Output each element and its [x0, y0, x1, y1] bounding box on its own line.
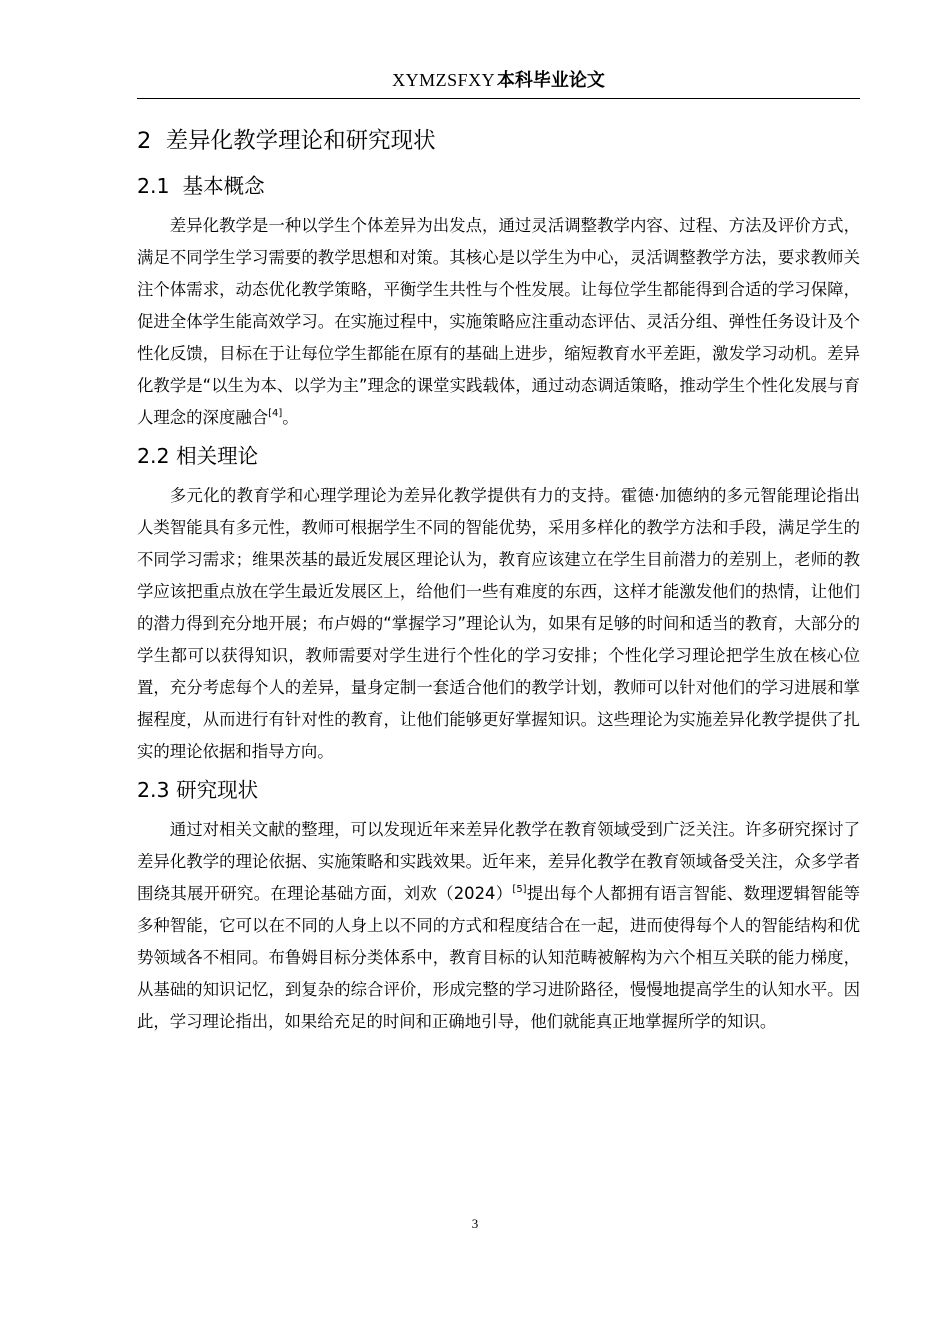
section-heading-research-status — [137, 768, 860, 812]
chapter-title: 差异化教学理论和研究现状 — [165, 128, 436, 154]
paragraph-text: 差异化教学是一种以学生个体差异为出发点，通过灵活调整教学内容、过程、方法及评价方式，满足不同学生学习需要的教学思想和对策。其核心是以学生为中心，灵活调整教学方法，要求教师关注个体需求，动态优化教学策略，平衡学生共性与个性发展。让每位学生都能得到合适的学习保障，促进全体学生能高效学习。在实施过程中，实施策略应注重动态评估、灵活分组、弹性任务设计及个性化反馈，目标在于让每位学生都能在原有的基础上进步，缩短教育水平差距，激发学习动机。差异化教学是“以生为本、以学为主”理念的课堂实践载体，通过动态调适策略，推动学生个性化发展与育人理念的深度融合 — [137, 216, 860, 427]
section-heading-related-theories — [137, 434, 860, 478]
section-title: 研究现状 — [176, 778, 259, 802]
chapter-number: 2 — [137, 128, 152, 154]
paragraph-text-before: 通过对相关文献的整理，可以发现近年来差异化教学在教育领域受到广泛关注。许多研究探讨了差异化教学的理论依据、实施策略和实践效果。近年来，差异化教学在教育领域备受关注，众多学者围绕其展开研究。在理论基础方面，刘欢（2024） — [137, 820, 860, 903]
section-title: 基本概念 — [182, 174, 265, 198]
paragraph-related-theories: 多元化的教育学和心理学理论为差异化教学提供有力的支持。霍德·加德纳的多元智能理论指出人类智能具有多元性，教师可根据学生不同的智能优势，采用多样化的教学方法和手段，满足学生的不同学习需求；维果茨基的最近发展区理论认为，教育应该建立在学生目前潜力的差别上，老师的教学应该把重点放在学生最近发展区上，给他们一些有难度的东西，这样才能激发他们的热情，让他们的潜力得到充分地开展；布卢姆的“掌握学习”理论认为，如果有足够的时间和适当的教育，大部分的学生都可以获得知识，教师需要对学生进行个性化的学习安排；个性化学习理论把学生放在核心位置，充分考虑每个人的差异，量身定制一套适合他们的教学计划，教师可以针对他们的学习进展和掌握程度，从而进行有针对性的教育，让他们能够更好掌握知识。这些理论为实施差异化教学提供了扎实的理论依据和指导方向。 — [137, 486, 860, 761]
section-number: 2.1 — [137, 174, 170, 198]
section-title: 相关理论 — [176, 444, 259, 468]
section-number: 2.3 — [137, 778, 170, 802]
citation-5: [5] — [512, 884, 527, 895]
running-header — [137, 62, 860, 99]
body-content — [137, 118, 860, 1038]
section-number: 2.2 — [137, 444, 170, 468]
chapter-heading — [137, 118, 860, 164]
citation-4: [4] — [268, 408, 283, 419]
header-code: XYMZSFXY — [392, 70, 496, 90]
paragraph-basic-concepts — [137, 210, 860, 434]
header-label: 本科毕业论文 — [496, 70, 605, 91]
section-heading-basic-concepts — [137, 164, 860, 208]
paragraph-research-status — [137, 814, 860, 1038]
paragraph-tail: 。 — [282, 408, 299, 427]
page-number: 3 — [471, 1216, 479, 1231]
paragraph-text-after: 提出每个人都拥有语言智能、数理逻辑智能等多种智能，它可以在不同的人身上以不同的方式和程度结合在一起，进而使得每个人的智能结构和优势领域各不相同。布鲁姆目标分类体系中，教育目标的认知范畴被解构为六个相互关联的能力梯度，从基础的知识记忆，到复杂的综合评价，形成完整的学习进阶路径，慢慢地提高学生的认知水平。因此，学习理论指出，如果给充足的时间和正确地引导，他们就能真正地掌握所学的知识。 — [137, 884, 861, 1031]
